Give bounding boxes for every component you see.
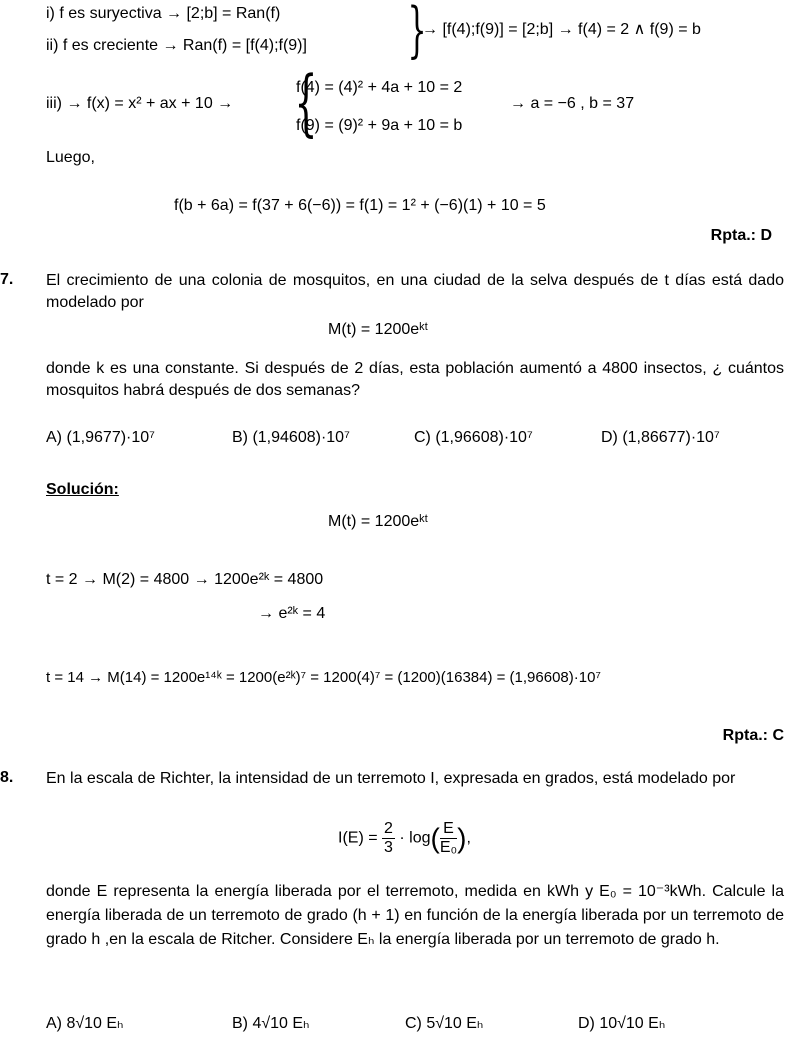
open-paren: ( — [430, 822, 440, 854]
line-ii: ii) f es creciente → Ran(f) = [f(4);f(9)] — [46, 37, 307, 54]
formula-left: I(E) = — [338, 829, 378, 847]
question-8-text: En la escala de Richter, la intensidad de un terremoto I, expresada en grados, está modelado por — [46, 770, 736, 787]
q7-model: M(t) = 1200eᵏᵗ — [328, 321, 429, 338]
formula-inner-fraction — [440, 820, 457, 857]
q8-option-d: D) 10√10 Eₕ — [578, 1015, 666, 1032]
q7-option-a: A) (1,9677)·10⁷ — [46, 429, 155, 446]
inner-numerator: E — [440, 820, 457, 839]
q8-option-a: A) 8√10 Eₕ — [46, 1015, 124, 1032]
left-brace: { — [294, 60, 318, 144]
answer-c: Rpta.: C — [722, 727, 784, 744]
luego-text: Luego, — [46, 149, 95, 166]
q8-option-b: B) 4√10 Eₕ — [232, 1015, 310, 1032]
final-equation: f(b + 6a) = f(37 + 6(−6)) = f(1) = 1² + (−6)(1) + 10 = 5 — [174, 197, 546, 214]
formula-log: · log — [399, 829, 431, 847]
question-8-text-2: donde E representa la energía liberada por el terremoto, medida en kWh y E₀ = 10⁻³kWh. Calcule la energía liberada de un terremoto de grado (h + 1) en función de la energía liberada por un terremoto de grado h ,en la escala de Ritcher. Considere Eₕ la energía liberada por un terremoto de grado h. — [46, 883, 784, 948]
solution-model: M(t) = 1200eᵏᵗ — [328, 513, 429, 530]
system-result: → a = −6 , b = 37 — [510, 95, 635, 112]
line-i: i) f es suryectiva → [2;b] = Ran(f) — [46, 5, 281, 22]
q7-option-d: D) (1,86677)·10⁷ — [601, 429, 720, 446]
question-7-text: El crecimiento de una colonia de mosquitos, en una ciudad de la selva después de t días está dado modelado por — [46, 272, 784, 311]
q7-option-b: B) (1,94608)·10⁷ — [232, 429, 350, 446]
answer-d: Rpta.: D — [710, 227, 772, 244]
solution-step-1: t = 2 → M(2) = 4800 → 1200e²ᵏ = 4800 — [46, 571, 324, 588]
line-iii: iii) → f(x) = x² + ax + 10 → — [46, 95, 234, 112]
brace-result: → [f(4);f(9)] = [2;b] → f(4) = 2 ∧ f(9) = b — [422, 21, 701, 38]
fraction-denominator: 3 — [384, 839, 393, 856]
fraction-numerator: 2 — [384, 820, 393, 837]
right-brace: } — [407, 0, 427, 65]
q8-option-c: C) 5√10 Eₕ — [405, 1015, 484, 1032]
solution-step-2: → e²ᵏ = 4 — [258, 605, 326, 622]
system-eq-1: f(4) = (4)² + 4a + 10 = 2 — [296, 79, 463, 96]
q7-option-c: C) (1,96608)·10⁷ — [414, 429, 533, 446]
question-7-number: 7. — [0, 271, 14, 288]
inner-denominator: E₀ — [439, 839, 458, 856]
formula-fraction — [382, 820, 395, 857]
richter-formula — [338, 820, 471, 860]
question-7-text-2: donde k es una constante. Si después de 2 días, esta población aumentó a 4800 insectos, ¿ cuántos mosquitos habrá después de dos semanas? — [46, 360, 784, 399]
question-8-number: 8. — [0, 769, 14, 786]
solution-step-3: t = 14 → M(14) = 1200e¹⁴ᵏ = 1200(e²ᵏ)⁷ = 1200(4)⁷ = (1200)(16384) = (1,96608)·10⁷ — [46, 669, 601, 686]
close-paren: ) — [457, 822, 467, 854]
formula-end: , — [466, 829, 471, 847]
solution-title: Solución: — [46, 481, 119, 498]
system-eq-2: f(9) = (9)² + 9a + 10 = b — [296, 117, 463, 134]
